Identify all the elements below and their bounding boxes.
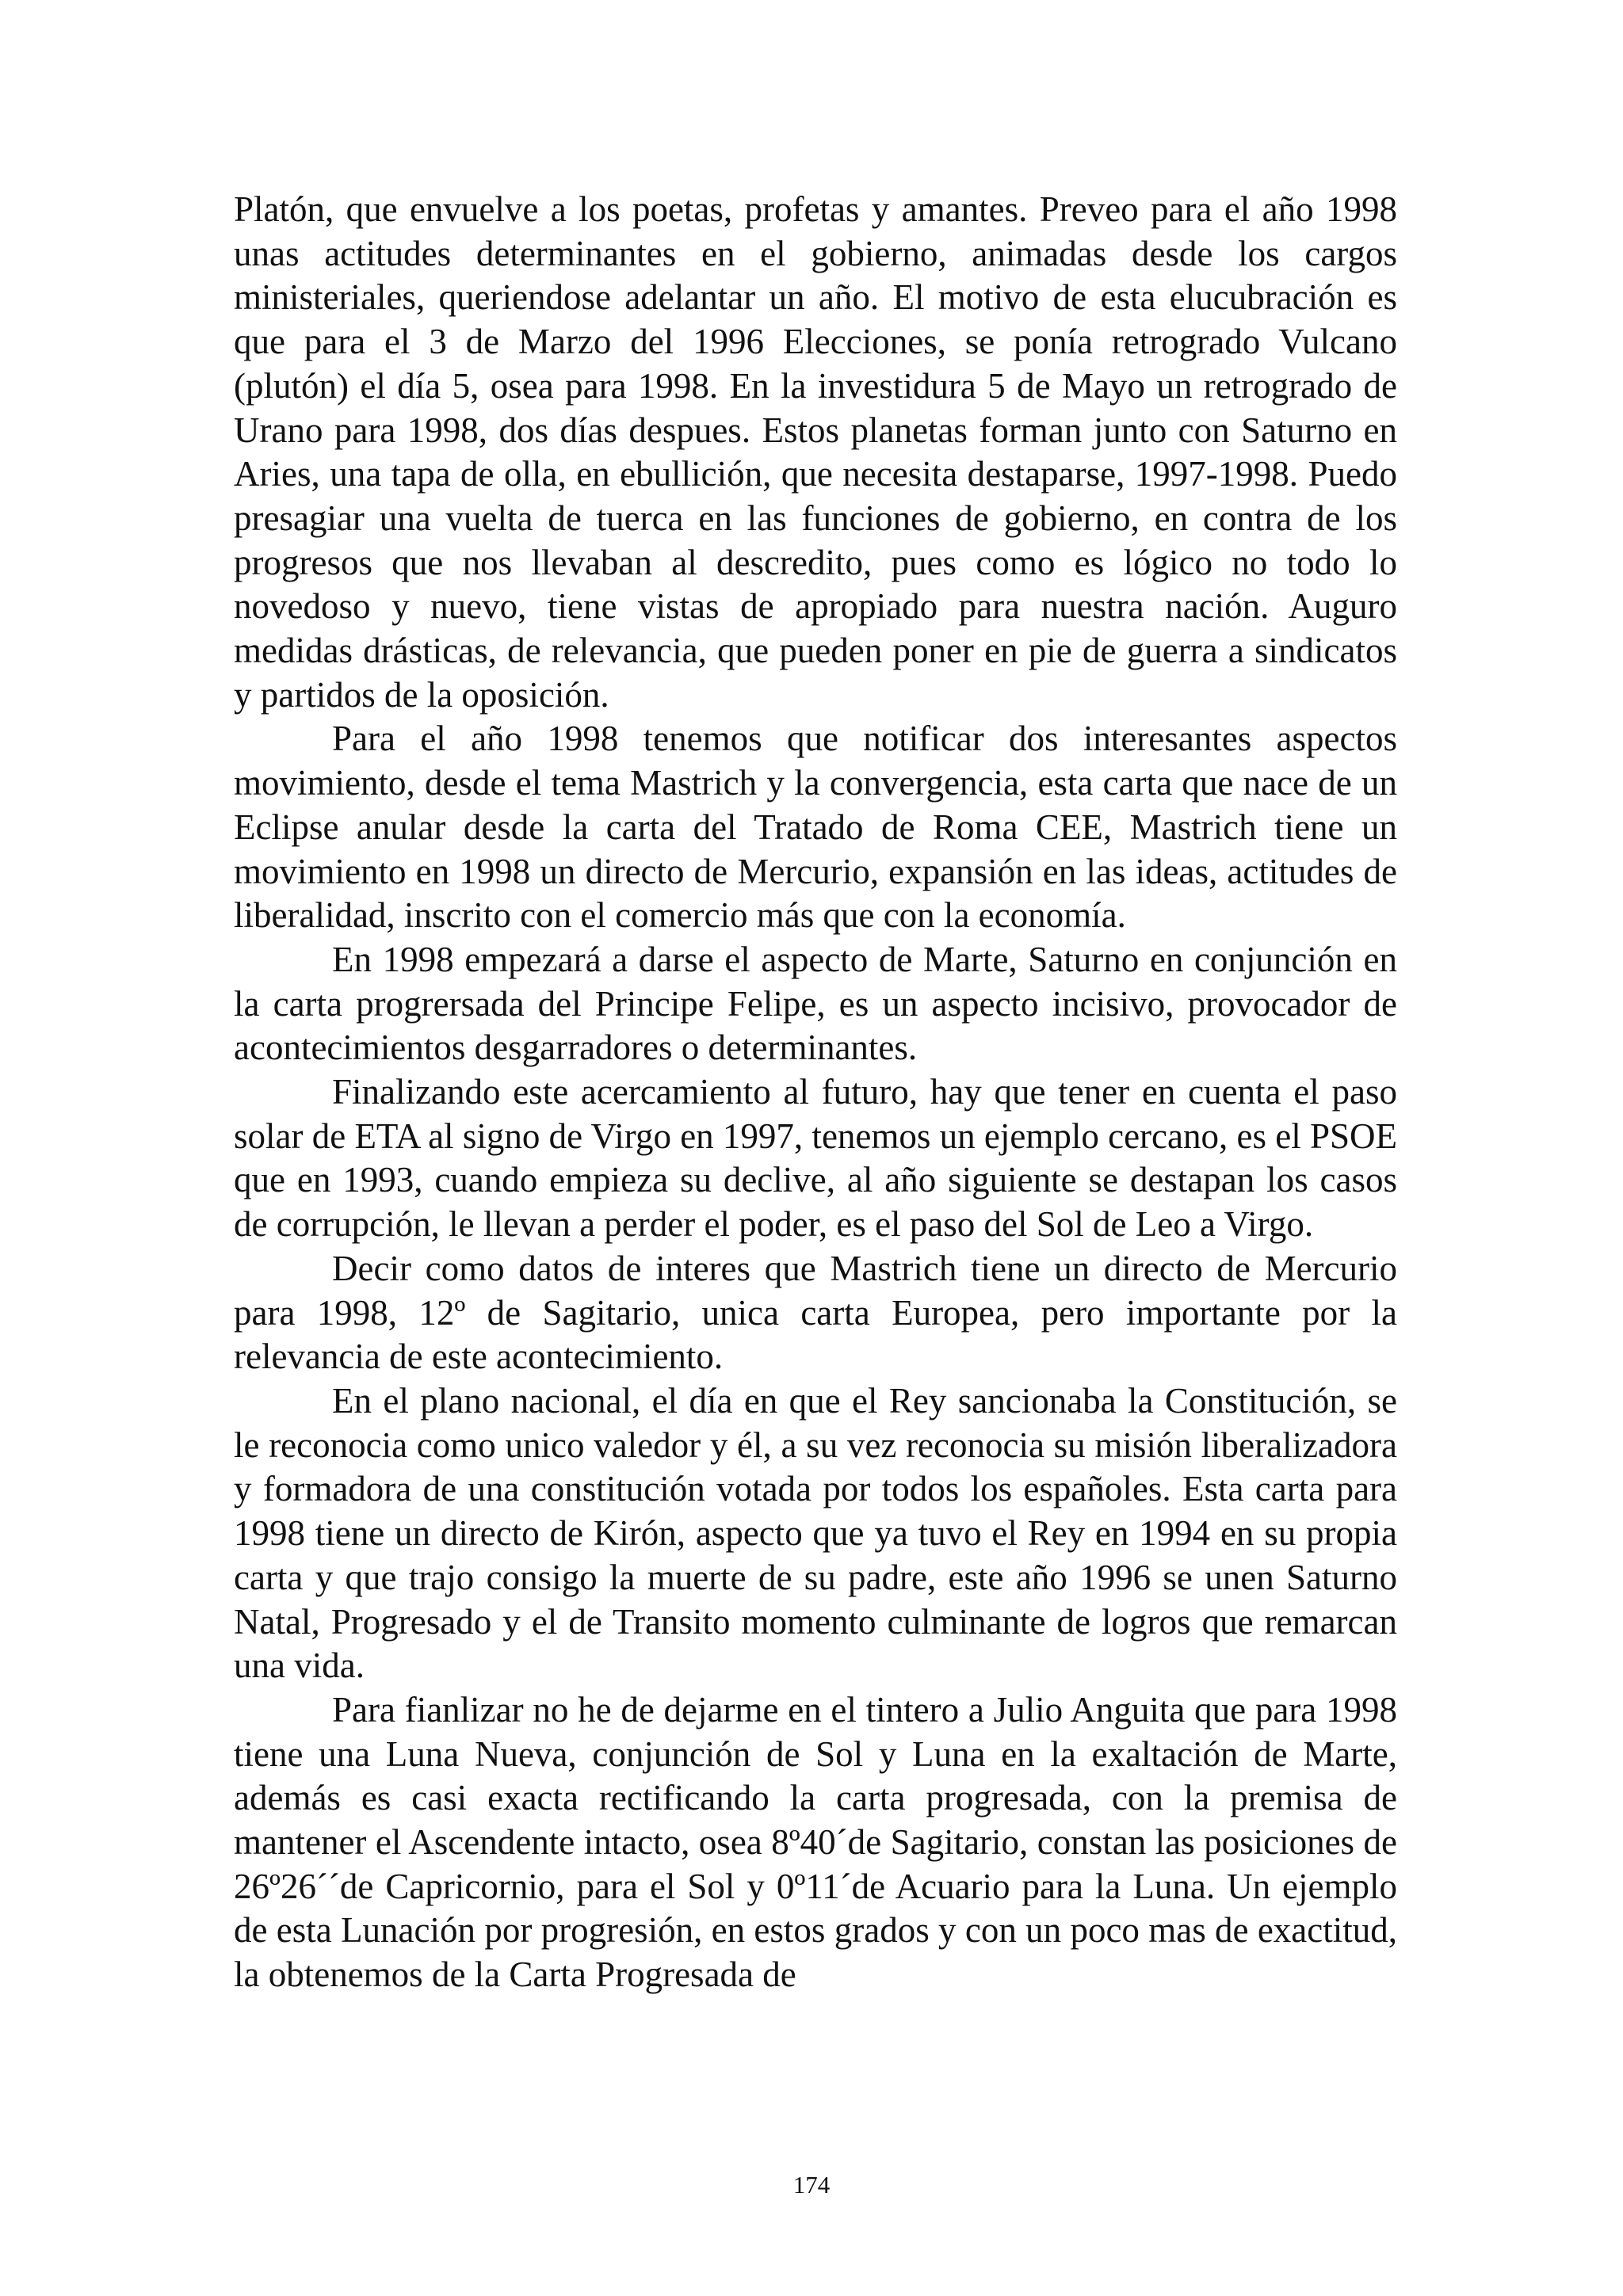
paragraph-constitucion-rey: En el plano nacional, el día en que el Rey sancionaba la Constitución, se le reconocia como unico valedor y él, a su vez reconocia su misión liberalizadora y formadora de una constitución votada por todos los españoles. Esta carta para 1998 tiene un directo de Kirón, aspecto que ya tuvo el Rey en 1994 en su propia carta y que trajo consigo la muerte de su padre, este año 1996 se unen Saturno Natal, Progresado y el de Transito momento culminante de logros que remarcan una vida.: [234, 1380, 1397, 1686]
paragraph-julio-anguita: Para fianlizar no he de dejarme en el tintero a Julio Anguita que para 1998 tiene una Luna Nueva, conjunción de Sol y Luna en la exaltación de Marte, además es casi exacta rectificando la carta progresada, con la premisa de mantener el Ascendente intacto, osea 8º40´de Sagitario, constan las posiciones de 26º26´´de Capricornio, para el Sol y 0º11´de Acuario para la Luna. Un ejemplo de esta Lunación por progresión, en estos grados y con un poco mas de exactitud, la obtenemos de la Carta Progresada de: [234, 1689, 1397, 1995]
paragraph-mastrich-1998: Para el año 1998 tenemos que notificar dos interesantes aspectos movimiento, desde el tema Mastrich y la convergencia, esta carta que nace de un Eclipse anular desde la carta del Tratado de Roma CEE, Mastrich tiene un movimiento en 1998 un directo de Mercurio, expansión en las ideas, actitudes de liberalidad, inscrito con el comercio más que con la economía.: [234, 719, 1397, 936]
paragraph-eta-virgo: Finalizando este acercamiento al futuro, hay que tener en cuenta el paso solar de ETA al signo de Virgo en 1997, tenemos un ejemplo cercano, es el PSOE que en 1993, cuando empieza su declive, al año siguiente se destapan los casos de corrupción, le llevan a perder el poder, es el paso del Sol de Leo a Virgo.: [234, 1072, 1397, 1245]
page-number: 174: [792, 2171, 831, 2199]
paragraph-mastrich-mercurio: Decir como datos de interes que Mastrich tiene un directo de Mercurio para 1998, 12º de Sagitario, unica carta Europea, pero importante por la relevancia de este acontecimiento.: [234, 1248, 1397, 1377]
paragraph-continuation: Platón, que envuelve a los poetas, profetas y amantes. Preveo para el año 1998 unas actitudes determinantes en el gobierno, animadas desde los cargos ministeriales, queriendose adelantar un año. El motivo de esta elucubración es que para el 3 de Marzo del 1996 Elecciones, se ponía retrogrado Vulcano (plutón) el día 5, osea para 1998. En la investidura 5 de Mayo un retrogrado de Urano para 1998, dos días despues. Estos planetas forman junto con Saturno en Aries, una tapa de olla, en ebullición, que necesita destaparse, 1997-1998. Puedo presagiar una vuelta de tuerca en las funciones de gobierno, en contra de los progresos que nos llevaban al descredito, pues como es lógico no todo lo novedoso y nuevo, tiene vistas de apropiado para nuestra nación. Auguro medidas drásticas, de relevancia, que pueden poner en pie de guerra a sindicatos y partidos de la oposición.: [234, 189, 1397, 715]
body-text: [234, 188, 1397, 1997]
paragraph-principe-felipe: En 1998 empezará a darse el aspecto de Marte, Saturno en conjunción en la carta progrersada del Principe Felipe, es un aspecto incisivo, provocador de acontecimientos desgarradores o determinantes.: [234, 939, 1397, 1068]
